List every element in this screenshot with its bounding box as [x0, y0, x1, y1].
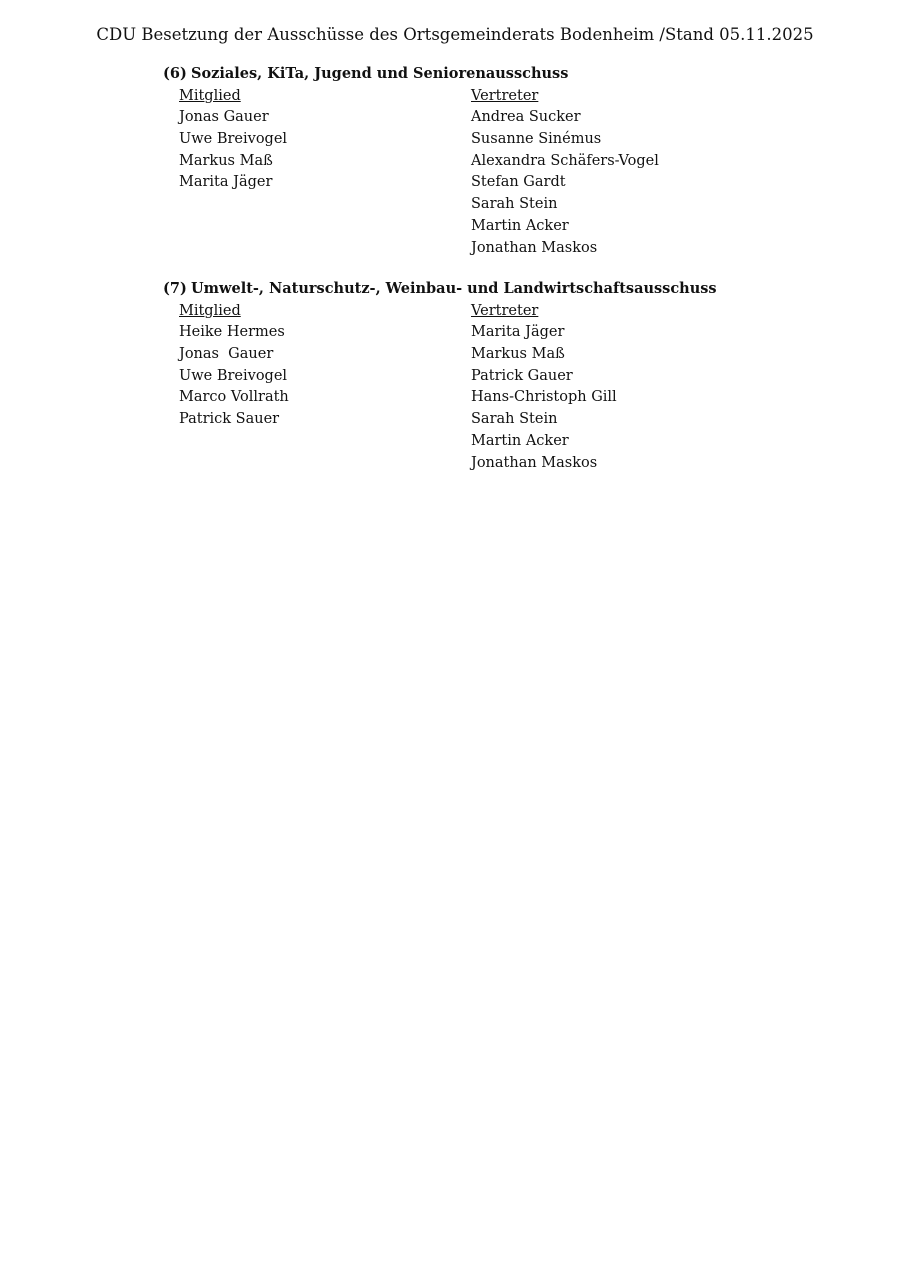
representative-name: Hans-Christoph Gill — [471, 389, 617, 406]
member-name: Heike Hermes — [179, 324, 285, 340]
members-column — [179, 300, 289, 431]
representative-name: Jonathan Maskos — [471, 454, 598, 471]
members-column — [179, 85, 287, 194]
representative-name: Patrick Gauer — [471, 367, 573, 384]
representative-name: Susanne Sinémus — [471, 130, 602, 147]
committee-heading — [163, 278, 863, 300]
representatives-column — [471, 300, 617, 475]
representatives-header: Vertreter — [471, 303, 539, 319]
members-header: Mitglied — [179, 303, 241, 319]
representative-name: Alexandra Schäfers-Vogel — [471, 152, 659, 169]
member-name: Uwe Breivogel — [179, 367, 288, 384]
representative-name: Sarah Stein — [471, 196, 558, 213]
page-title: CDU Besetzung der Ausschüsse des Ortsgemeinderats Bodenheim /Stand 05.11.2025 — [96, 25, 814, 44]
representative-name: Jonathan Maskos — [471, 239, 598, 256]
representative-name: Markus Maß — [471, 345, 565, 362]
representative-name: Andrea Sucker — [471, 109, 581, 125]
member-name: Uwe Breivogel — [179, 130, 288, 147]
member-name: Markus Maß — [179, 152, 273, 169]
member-name: Marita Jäger — [179, 174, 273, 191]
member-name: Jonas Gauer — [179, 109, 269, 125]
committee-name: Umwelt-, Naturschutz-, Weinbau- und Landwirtschaftsausschuss — [191, 280, 717, 297]
representatives-column — [471, 85, 659, 260]
representative-name: Sarah Stein — [471, 411, 558, 428]
committee-name: Soziales, KiTa, Jugend und Seniorenausschuss — [191, 65, 569, 82]
member-name: Jonas Gauer — [179, 345, 274, 362]
member-name: Patrick Sauer — [179, 411, 280, 428]
representative-name: Martin Acker — [471, 432, 569, 449]
member-name: Marco Vollrath — [179, 389, 289, 406]
representative-name: Marita Jäger — [471, 324, 565, 340]
committee-columns — [163, 300, 863, 480]
committee-columns — [163, 85, 863, 265]
committee-number: (7) — [163, 280, 187, 297]
committee-section-6 — [163, 63, 863, 265]
representative-name: Stefan Gardt — [471, 174, 566, 191]
members-header: Mitglied — [179, 88, 241, 104]
committee-heading — [163, 63, 863, 85]
committee-number: (6) — [163, 65, 187, 82]
representative-name: Martin Acker — [471, 217, 569, 234]
representatives-header: Vertreter — [471, 88, 539, 104]
committee-section-7 — [163, 278, 863, 480]
